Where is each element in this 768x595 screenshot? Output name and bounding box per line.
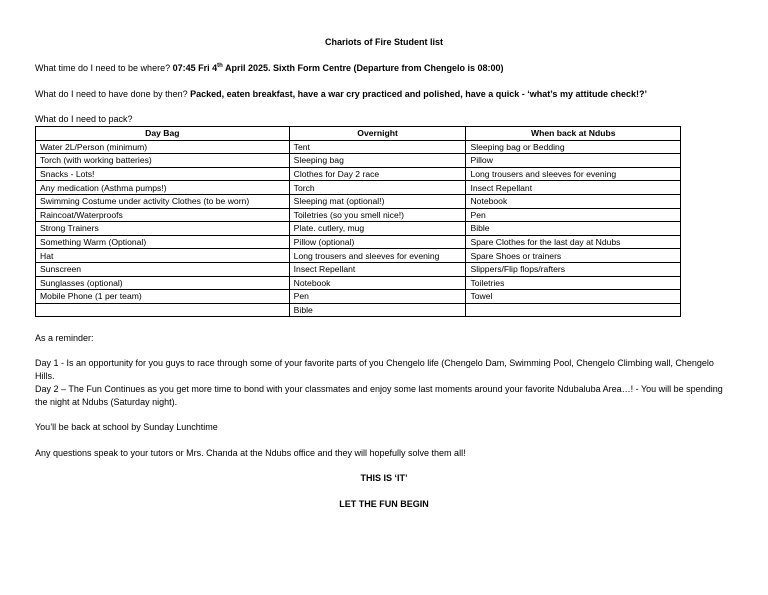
day1-paragraph: Day 1 - Is an opportunity for you guys to race through some of your favorite parts of you Chengelo life (Chengelo Dam, Swimming Pool, Chengelo Climbing wall, Chengelo Hills. — [35, 358, 714, 381]
table-cell: Mobile Phone (1 per team) — [36, 290, 290, 304]
day2-paragraph: Day 2 – The Fun Continues as you get more time to bond with your classmates and enjoy some last moments around your favorite Ndubaluba Area…! - You will be spending the night at Ndubs (Saturday night). — [35, 384, 723, 407]
question-done-answer: Packed, eaten breakfast, have a war cry practiced and polished, have a quick - ‘what’s my attitude check!?’ — [190, 89, 647, 99]
table-cell: Slippers/Flip flops/rafters — [466, 262, 681, 276]
header-when-back: When back at Ndubs — [466, 127, 681, 141]
document-title: Chariots of Fire Student list — [324, 37, 443, 47]
table-row — [36, 208, 681, 222]
table-cell: Raincoat/Waterproofs — [36, 208, 290, 222]
table-cell: Pillow (optional) — [289, 235, 466, 249]
table-row — [36, 276, 681, 290]
question-done-label: What do I need to have done by then? — [35, 89, 191, 99]
table-cell: Spare Clothes for the last day at Ndubs — [466, 235, 681, 249]
table-cell: Pillow — [466, 154, 681, 168]
question-pack: What do I need to pack? — [35, 114, 133, 124]
table-cell: Water 2L/Person (minimum) — [36, 140, 290, 154]
question-done — [35, 88, 735, 100]
table-cell: Sleeping bag or Bedding — [466, 140, 681, 154]
table-row — [36, 303, 681, 317]
table-cell: Pen — [289, 290, 466, 304]
table-cell: Insect Repellant — [289, 262, 466, 276]
table-cell: Bible — [466, 222, 681, 236]
table-row — [36, 194, 681, 208]
table-row — [36, 235, 681, 249]
table-cell: Pen — [466, 208, 681, 222]
table-cell — [466, 303, 681, 317]
return-note: You’ll be back at school by Sunday Lunchtime — [35, 422, 218, 432]
table-cell: Clothes for Day 2 race — [289, 167, 466, 181]
table-row — [36, 140, 681, 154]
header-overnight: Overnight — [289, 127, 466, 141]
table-cell: Sleeping mat (optional!) — [289, 194, 466, 208]
table-cell: Sleeping bag — [289, 154, 466, 168]
table-row — [36, 222, 681, 236]
table-cell: Bible — [289, 303, 466, 317]
question-when-label: What time do I need to be where? — [35, 63, 173, 73]
this-is-it-heading: THIS IS ‘IT’ — [360, 473, 408, 483]
table-cell: Strong Trainers — [36, 222, 290, 236]
question-when — [35, 62, 735, 74]
table-row — [36, 290, 681, 304]
question-when-answer: 07:45 Fri 4th April 2025. Sixth Form Centre (Departure from Chengelo is 08:00) — [172, 63, 504, 73]
header-day-bag: Day Bag — [36, 127, 290, 141]
table-cell: Long trousers and sleeves for evening — [466, 167, 681, 181]
table-cell: Torch (with working batteries) — [36, 154, 290, 168]
table-row — [36, 181, 681, 195]
table-cell — [36, 303, 290, 317]
table-row — [36, 262, 681, 276]
table-cell: Towel — [466, 290, 681, 304]
table-cell: Toiletries — [466, 276, 681, 290]
table-cell: Swimming Costume under activity Clothes (to be worn) — [36, 194, 290, 208]
table-cell: Something Warm (Optional) — [36, 235, 290, 249]
table-cell: Torch — [289, 181, 466, 195]
table-cell: Any medication (Asthma pumps!) — [36, 181, 290, 195]
table-row — [36, 154, 681, 168]
table-cell: Snacks - Lots! — [36, 167, 290, 181]
table-cell: Hat — [36, 249, 290, 263]
questions-note: Any questions speak to your tutors or Mrs. Chanda at the Ndubs office and they will hopefully solve them all! — [35, 448, 466, 458]
table-cell: Toiletries (so you smell nice!) — [289, 208, 466, 222]
table-row — [36, 249, 681, 263]
packing-table — [35, 126, 681, 317]
table-cell: Notebook — [466, 194, 681, 208]
table-cell: Sunscreen — [36, 262, 290, 276]
reminder-heading: As a reminder: — [35, 333, 94, 343]
table-cell: Tent — [289, 140, 466, 154]
table-cell: Spare Shoes or trainers — [466, 249, 681, 263]
table-row — [36, 167, 681, 181]
let-the-fun-begin-heading: LET THE FUN BEGIN — [339, 499, 429, 509]
table-header-row — [36, 127, 681, 141]
table-cell: Sunglasses (optional) — [36, 276, 290, 290]
table-cell: Notebook — [289, 276, 466, 290]
table-cell: Plate. cutlery, mug — [289, 222, 466, 236]
table-cell: Insect Repellant — [466, 181, 681, 195]
table-cell: Long trousers and sleeves for evening — [289, 249, 466, 263]
